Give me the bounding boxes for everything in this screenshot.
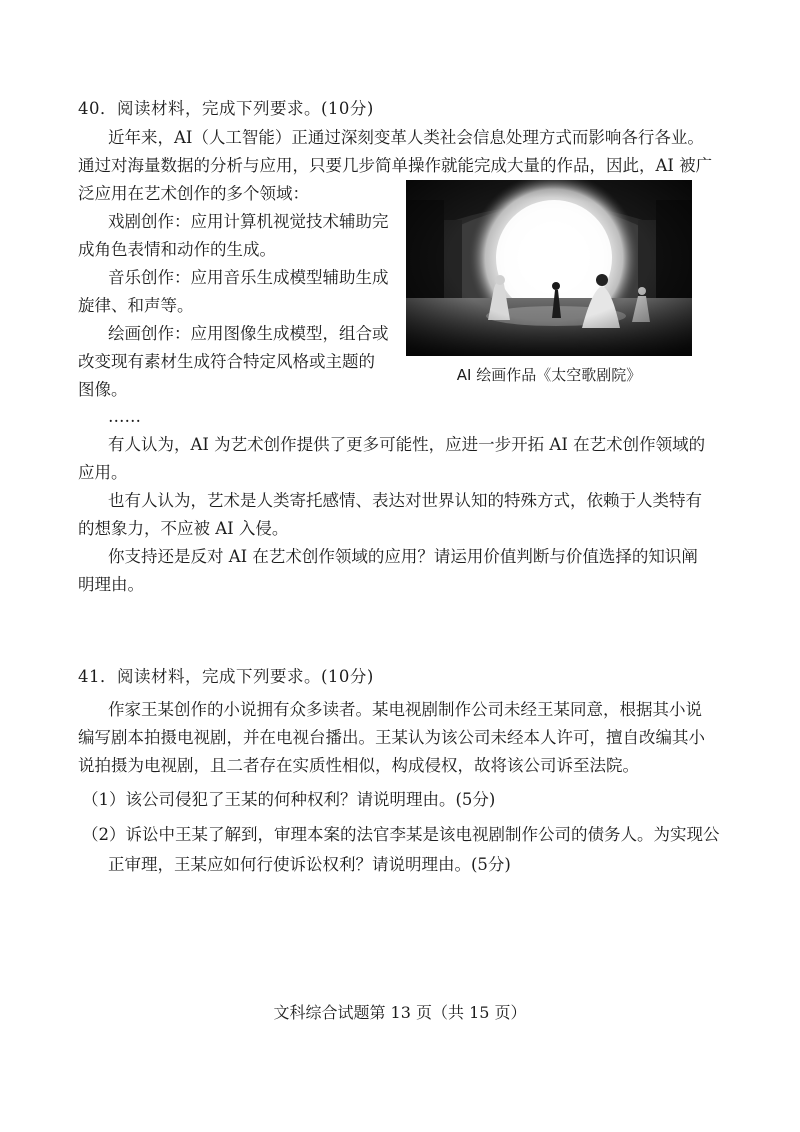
- page-footer: 文科综合试题第 13 页（共 15 页）: [273, 1003, 527, 1022]
- figure-caption: AI 绘画作品《太空歌剧院》: [456, 366, 642, 384]
- q40-paragraph-line: 泛应用在艺术创作的多个领域：: [78, 184, 309, 203]
- q40-view2-line: 也有人认为，艺术是人类寄托感情、表达对世界认知的特殊方式，依赖于人类特有: [108, 491, 702, 510]
- q40-paragraph-line: 通过对海量数据的分析与应用，只要几步简单操作就能完成大量的作品，因此，AI 被广: [78, 156, 713, 175]
- q41-heading: 41．阅读材料，完成下列要求。(10分): [78, 667, 374, 686]
- q40-drama-line: 成角色表情和动作的生成。: [78, 240, 276, 259]
- q41-subquestion-1: （1）该公司侵犯了王某的何种权利？请说明理由。(5分): [82, 790, 496, 809]
- q41-paragraph-line: 编写剧本拍摄电视剧，并在电视台播出。王某认为该公司未经本人许可，擅自改编其小: [78, 728, 705, 747]
- q40-question-line: 明理由。: [78, 575, 144, 594]
- q40-question-line: 你支持还是反对 AI 在艺术创作领域的应用？请运用价值判断与价值选择的知识阐: [108, 547, 698, 566]
- q40-view1-line: 有人认为，AI 为艺术创作提供了更多可能性，应进一步开拓 AI 在艺术创作领域的: [108, 435, 706, 454]
- q41-paragraph-line: 作家王某创作的小说拥有众多读者。某电视剧制作公司未经王某同意，根据其小说: [108, 700, 702, 719]
- q40-paint-line: 绘画创作：应用图像生成模型，组合或: [108, 324, 389, 343]
- q40-ellipsis: ……: [108, 407, 141, 426]
- q40-music-line: 音乐创作：应用音乐生成模型辅助生成: [108, 268, 389, 287]
- q40-music-line: 旋律、和声等。: [78, 296, 194, 315]
- q40-drama-line: 戏剧创作：应用计算机视觉技术辅助完: [108, 212, 389, 231]
- q41-paragraph-line: 说拍摄为电视剧，且二者存在实质性相似，构成侵权，故将该公司诉至法院。: [78, 756, 639, 775]
- q40-paragraph-line: 近年来，AI（人工智能）正通过深刻变革人类社会信息处理方式而影响各行各业。: [108, 128, 704, 147]
- q40-view1-line: 应用。: [78, 463, 128, 482]
- q41-subquestion-2: 正审理，王某应如何行使诉讼权利？请说明理由。(5分): [108, 855, 511, 874]
- q40-view2-line: 的想象力，不应被 AI 入侵。: [78, 519, 289, 538]
- q40-paint-line: 改变现有素材生成符合特定风格或主题的: [78, 352, 375, 371]
- q40-heading: 40．阅读材料，完成下列要求。(10分): [78, 99, 374, 118]
- q40-paint-line: 图像。: [78, 380, 128, 399]
- q41-subquestion-2: （2）诉讼中王某了解到，审理本案的法官李某是该电视剧制作公司的债务人。为实现公: [82, 825, 720, 844]
- ai-painting-image: [406, 180, 692, 356]
